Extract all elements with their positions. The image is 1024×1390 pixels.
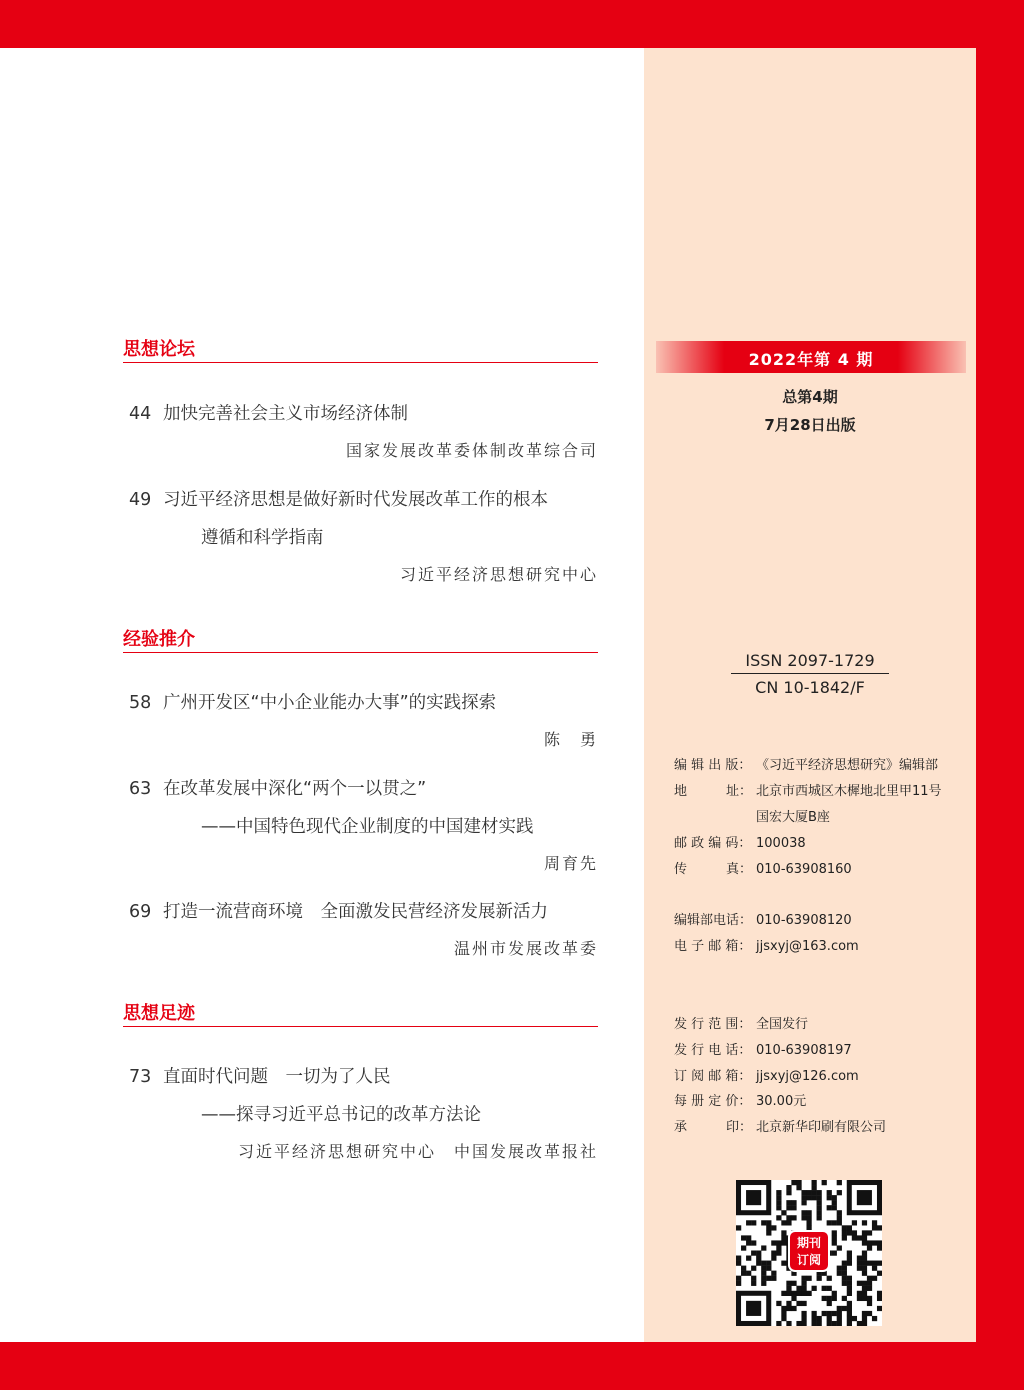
info-row-address	[674, 780, 942, 799]
info-row-subscription-email	[674, 1065, 859, 1084]
info-label: 编 辑 出 版：	[674, 758, 752, 773]
info-row-address-2	[674, 806, 830, 825]
toc-entry[interactable]	[129, 898, 548, 923]
page-number: 69	[129, 902, 152, 922]
info-value: 全国发行	[756, 1017, 809, 1032]
article-subtitle: ——中国特色现代企业制度的中国建材实践	[201, 817, 534, 837]
info-row-price	[674, 1090, 806, 1109]
info-label: 发 行 电 话：	[674, 1043, 752, 1058]
article-title: 广州开发区“中小企业能办大事”的实践探索	[163, 693, 497, 713]
article-author: 陈 勇	[543, 730, 598, 749]
section-header	[123, 630, 598, 653]
qr-badge	[788, 1230, 830, 1272]
issue-label: 2022年第 4 期	[748, 350, 874, 369]
article-title: 习近平经济思想是做好新时代发展改革工作的根本	[163, 490, 548, 510]
info-row-email	[674, 935, 859, 954]
info-label: 地 址：	[674, 784, 753, 799]
info-label: 传 真：	[674, 862, 753, 877]
info-value: 30.00元	[756, 1094, 807, 1109]
article-author: 温州市发展改革委	[453, 939, 598, 958]
qr-badge-line: 订阅	[796, 1253, 821, 1267]
info-row-postcode	[674, 832, 806, 851]
article-author: 周育先	[543, 854, 598, 873]
toc-entry[interactable]	[129, 400, 408, 425]
article-author: 习近平经济思想研究中心	[399, 565, 598, 584]
total-issue: 总第4期	[782, 388, 838, 406]
publish-date: 7月28日出版	[764, 416, 856, 434]
toc-entry[interactable]	[129, 775, 426, 800]
info-value: 北京新华印刷有限公司	[756, 1120, 887, 1135]
top-red-band	[0, 0, 1024, 48]
info-label: 每 册 定 价：	[674, 1094, 752, 1109]
section-header	[123, 340, 598, 363]
info-row-distribution	[674, 1013, 808, 1032]
info-value: 010-63908197	[756, 1043, 852, 1058]
toc-entry[interactable]	[129, 689, 496, 714]
info-value: 010-63908120	[756, 913, 852, 928]
info-label: 发 行 范 围：	[674, 1017, 752, 1032]
section-title: 思想论坛	[123, 339, 195, 360]
article-author: 习近平经济思想研究中心 中国发展改革报社	[237, 1142, 598, 1161]
page-number: 63	[129, 779, 152, 799]
article-subtitle: ——探寻习近平总书记的改革方法论	[201, 1105, 481, 1125]
info-row-publisher	[674, 754, 938, 773]
issn-number: ISSN 2097-1729	[731, 651, 889, 674]
subscription-qr-code[interactable]	[736, 1180, 882, 1326]
section-header	[123, 1004, 598, 1027]
section-title: 经验推介	[123, 629, 195, 650]
info-label: 电 子 邮 箱：	[674, 939, 752, 954]
page-number: 44	[129, 404, 152, 424]
article-title-continued: 遵循和科学指南	[201, 528, 324, 548]
article-author: 国家发展改革委体制改革综合司	[345, 441, 598, 460]
issue-banner	[656, 341, 966, 373]
info-value: 《习近平经济思想研究》编辑部	[756, 758, 939, 773]
info-value: jjsxyj@126.com	[756, 1069, 859, 1084]
page-number: 49	[129, 490, 152, 510]
page-number: 73	[129, 1067, 152, 1087]
info-value: 北京市西城区木樨地北里甲11号	[756, 784, 942, 799]
right-red-band	[976, 0, 1024, 1390]
issn-block	[731, 651, 889, 697]
info-row-distribution-phone	[674, 1039, 852, 1058]
article-title: 在改革发展中深化“两个一以贯之”	[163, 779, 427, 799]
info-value: 010-63908160	[756, 862, 852, 877]
toc-entry[interactable]	[129, 486, 548, 511]
info-label: 订 阅 邮 箱：	[674, 1069, 752, 1084]
qr-badge-line: 期刊	[796, 1236, 821, 1250]
info-row-printer	[674, 1116, 886, 1135]
cn-number: CN 10-1842/F	[755, 678, 865, 697]
toc-entry[interactable]	[129, 1063, 391, 1088]
info-label: 编辑部电话：	[674, 913, 753, 928]
info-row-editorial-phone	[674, 909, 852, 928]
article-title: 直面时代问题 一切为了人民	[163, 1067, 391, 1087]
article-title: 打造一流营商环境 全面激发民营经济发展新活力	[163, 902, 548, 922]
page-number: 58	[129, 693, 152, 713]
info-label: 邮 政 编 码：	[674, 836, 752, 851]
info-label: 承 印：	[674, 1120, 753, 1135]
info-value: 国宏大厦B座	[756, 810, 830, 825]
bottom-red-band	[0, 1342, 1024, 1390]
info-row-fax	[674, 858, 852, 877]
section-title: 思想足迹	[123, 1003, 195, 1024]
info-value: jjsxyj@163.com	[756, 939, 859, 954]
article-title: 加快完善社会主义市场经济体制	[163, 404, 408, 424]
info-value: 100038	[756, 836, 806, 851]
